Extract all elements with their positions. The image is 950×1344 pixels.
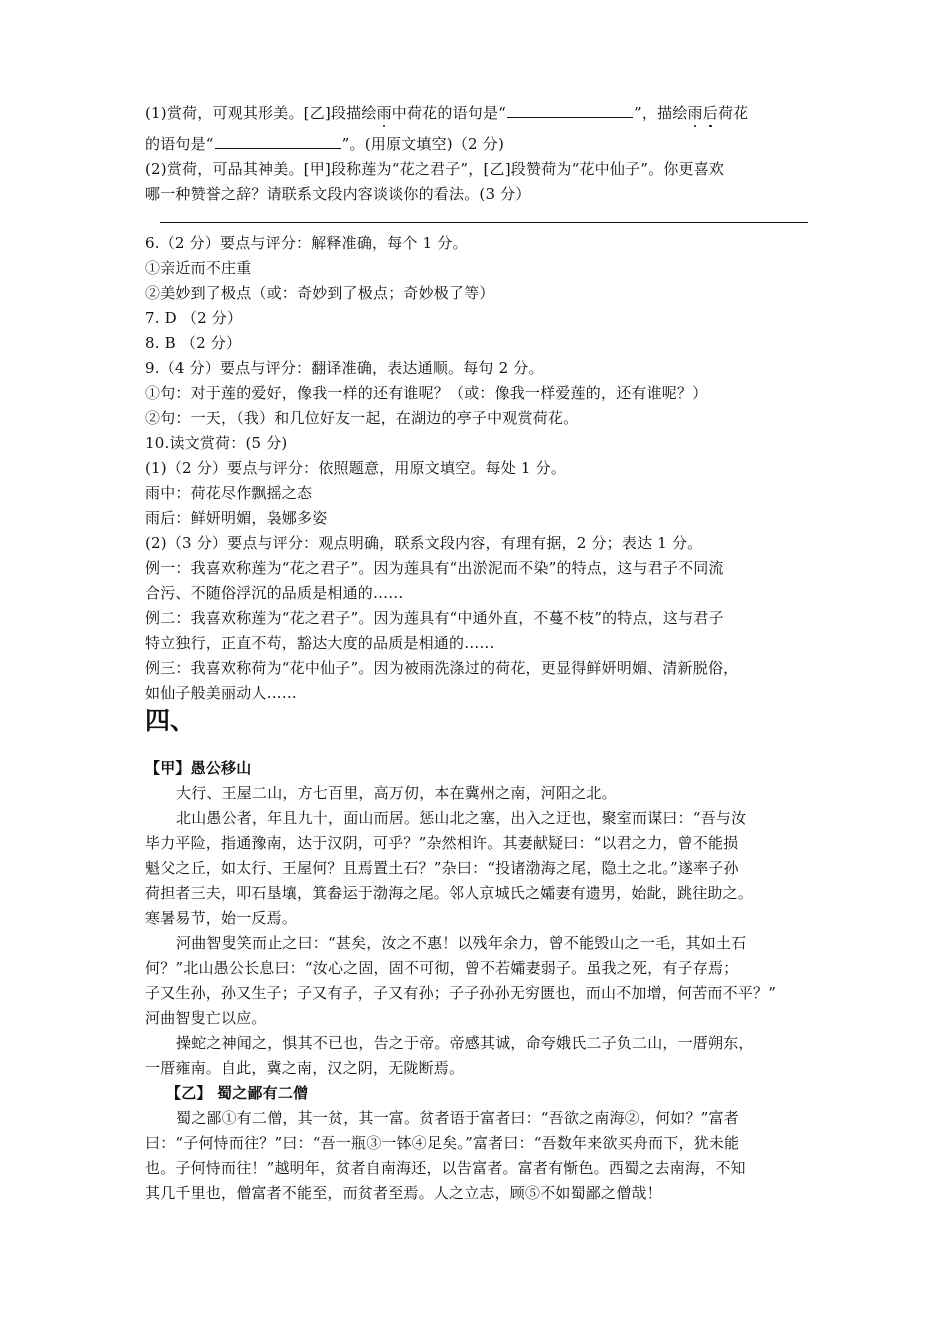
passage-line: 操蛇之神闻之，惧其不已也，告之于帝。帝感其诚，命夸娥氏二子负二山，一厝朔东，: [176, 1034, 754, 1052]
q10-part1-line2: [145, 133, 815, 155]
passage-yi-title: 【乙】 蜀之鄙有二僧: [166, 1084, 309, 1102]
answer-line: 雨后：鲜妍明媚，袅娜多姿: [145, 509, 328, 527]
answer-line: 8. B （2 分）: [145, 334, 242, 352]
q10-part1-text-a: (1)赏荷，可观其形美。[乙]段描绘: [145, 104, 377, 122]
answer-line: (2)（3 分）要点与评分：观点明确，联系文段内容，有理有据，2 分；表达 1 分。: [145, 534, 703, 552]
passage-line: 荷担者三夫，叩石垦壤，箕畚运于渤海之尾。邻人京城氏之孀妻有遗男，始龀，跳往助之。: [145, 884, 754, 902]
passage-line: 毕力平险，指通豫南，达于汉阴，可乎？”杂然相许。其妻献疑曰：“以君之力，曾不能损: [145, 834, 739, 852]
answer-line[interactable]: [160, 222, 808, 223]
q10-part2-line1: (2)赏荷，可品其神美。[甲]段称莲为“花之君子”，[乙]段赞荷为“花中仙子”。你更喜欢: [145, 160, 725, 178]
answer-line: (1)（2 分）要点与评分：依照题意，用原文填空。每处 1 分。: [145, 459, 567, 477]
answer-line: ②句：一天，（我）和几位好友一起，在湖边的亭子中观赏荷花。: [145, 409, 579, 427]
answer-line: 例二：我喜欢称莲为“花之君子”。因为莲具有“中通外直，不蔓不枝”的特点，这与君子: [145, 609, 724, 627]
answer-line: ①亲近而不庄重: [145, 259, 252, 277]
emphasis-dot-char: 雨: [376, 104, 392, 122]
passage-line: 河曲智叟亡以应。: [145, 1009, 267, 1027]
answer-line: 7. D （2 分）: [145, 309, 243, 327]
emphasis-dot-char: 雨: [687, 104, 703, 122]
answer-line: 合污、不随俗浮沉的品质是相通的……: [145, 584, 404, 602]
answer-blank-2[interactable]: [215, 134, 341, 149]
passage-line: 其几千里也，僧富者不能至，而贫者至焉。人之立志，顾⑤不如蜀鄙之僧哉！: [145, 1184, 662, 1202]
passage-line: 一厝雍南。自此，冀之南，汉之阴，无陇断焉。: [145, 1059, 465, 1077]
q10-part1-text-c: ”，描绘: [634, 104, 688, 122]
passage-line: 何？”北山愚公长息曰：“汝心之固，固不可彻，曾不若孀妻弱子。虽我之死，有子存焉；: [145, 959, 739, 977]
passage-jia-title: 【甲】愚公移山: [145, 759, 252, 777]
q10-part1-text-e: 的语句是“: [145, 135, 214, 153]
answer-line: ①句：对于莲的爱好，像我一样的还有谁呢？（或：像我一样爱莲的，还有谁呢？）: [145, 384, 708, 402]
q10-part1-text-d: 荷花: [717, 104, 749, 122]
passage-line: 蜀之鄙①有二僧，其一贫，其一富。贫者语于富者曰：“吾欲之南海②，何如？”富者: [176, 1109, 739, 1127]
answer-blank-1[interactable]: [507, 103, 633, 118]
section-heading: 四、: [145, 706, 196, 735]
passage-line: 大行、王屋二山，方七百里，高万仞，本在冀州之南，河阳之北。: [176, 784, 617, 802]
answer-line: 例一：我喜欢称莲为“花之君子”。因为莲具有“出淤泥而不染”的特点，这与君子不同流: [145, 559, 724, 577]
q10-part1-line1: [145, 102, 815, 124]
answer-line: 如仙子般美丽动人……: [145, 684, 298, 702]
answer-line: 10.读文赏荷：(5 分): [145, 434, 288, 452]
passage-line: 北山愚公者，年且九十，面山而居。惩山北之塞，出入之迂也，聚室而谋曰：“吾与汝: [176, 809, 747, 827]
passage-line: 曰：“子何恃而往？”曰：“吾一瓶③一钵④足矣。”富者曰：“吾数年来欲买舟而下，犹未能: [145, 1134, 740, 1152]
q10-part1-text-b: 中荷花的语句是“: [391, 104, 507, 122]
passage-line: 也。子何恃而往！”越明年，贫者自南海还，以告富者。富者有惭色。西蜀之去南海，不知: [145, 1159, 746, 1177]
q10-part1-text-f: ”。(用原文填空)（2 分): [341, 135, 505, 153]
passage-line: 寒暑易节，始一反焉。: [145, 909, 298, 927]
answer-line: 特立独行，正直不苟，豁达大度的品质是相通的……: [145, 634, 495, 652]
passage-line: 魁父之丘，如太行、王屋何？且焉置土石？”杂曰：“投诸渤海之尾，隐土之北。”遂率子孙: [145, 859, 739, 877]
answer-line: ②美妙到了极点（或：奇妙到了极点；奇妙极了等）: [145, 284, 495, 302]
q10-part2-line2: 哪一种赞誉之辞？请联系文段内容谈谈你的看法。(3 分）: [145, 185, 531, 203]
emphasis-dot-char: 后: [702, 104, 718, 122]
answer-line: 例三：我喜欢称荷为“花中仙子”。因为被雨洗涤过的荷花，更显得鲜妍明媚、清新脱俗，: [145, 659, 739, 677]
answer-line: 雨中：荷花尽作飘摇之态: [145, 484, 313, 502]
passage-line: 河曲智叟笑而止之曰：“甚矣，汝之不惠！以残年余力，曾不能毁山之一毛，其如土石: [176, 934, 747, 952]
answer-line: 9.（4 分）要点与评分：翻译准确，表达通顺。每句 2 分。: [145, 359, 544, 377]
passage-line: 子又生孙，孙又生子；子又有子，子又有孙；子子孙孙无穷匮也，而山不加增，何苦而不平？”: [145, 984, 777, 1002]
answer-line: 6.（2 分）要点与评分：解释准确，每个 1 分。: [145, 234, 468, 252]
